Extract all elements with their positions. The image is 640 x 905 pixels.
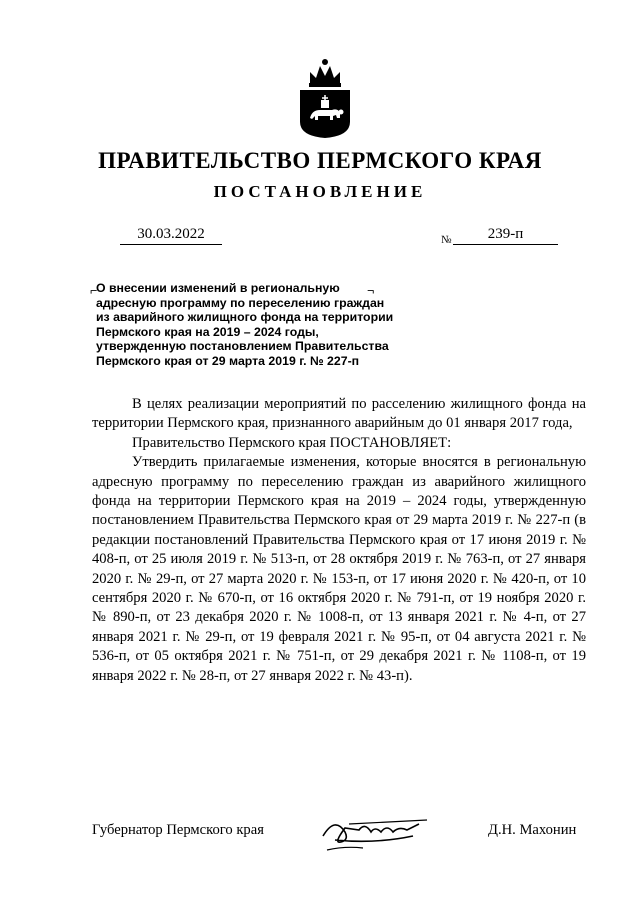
government-title: ПРАВИТЕЛЬСТВО ПЕРМСКОГО КРАЯ	[98, 148, 542, 173]
document-subject	[96, 281, 396, 369]
document-type: ПОСТАНОВЛЕНИЕ	[213, 182, 427, 201]
subject-line: адресную программу по переселению граждан	[96, 295, 385, 310]
subject-line: О внесении изменений в региональную	[96, 281, 340, 295]
number-label: №	[441, 234, 452, 246]
body-paragraph: Правительство Пермского края ПОСТАНОВЛЯЕТ:	[132, 434, 452, 451]
signatory-name: Д.Н. Махонин	[488, 822, 577, 838]
document-body	[92, 395, 586, 686]
handwritten-signature	[315, 806, 435, 858]
document-number: 239-п	[453, 226, 558, 245]
subject-line: Пермского края от 29 марта 2019 г. № 227-п	[96, 353, 360, 368]
subject-bracket-right: ¬	[367, 283, 375, 298]
subject-line: Пермского края на 2019 – 2024 годы,	[96, 324, 319, 339]
subject-bracket-left: ⌐	[90, 283, 98, 298]
subject-line: утвержденную постановлением Правительства	[96, 339, 389, 354]
coat-of-arms-icon	[296, 56, 354, 140]
body-paragraph: Утвердить прилагаемые изменения, которые вносятся в региональную адресную программу по переселению граждан из аварийного жилищного фонда на территории Пермского края на 2019 – 2024 годы, утвержденную постановлением Правительства Пермского края от 29 марта 2019 г. № 227-п (в редакции постановлений Правительства Пермского края от 17 июня 2019 г. № 408-п, от 25 июля 2019 г. № 513-п, от 28 октября 2019 г. № 763-п, от 27 января 2020 г. № 29-п, от 27 марта 2020 г. № 153-п, от 17 июня 2020 г. № 420-п, от 10 сентября 2020 г. № 670-п, от 16 октября 2020 г. № 791-п, от 19 ноября 2020 г. № 890-п, от 23 декабря 2020 г. № 1008-п, от 13 января 2021 г. № 4-п, от 27 января 2021 г. № 29-п, от 19 февраля 2021 г. № 95-п, от 04 августа 2021 г. № 536-п, от 05 октября 2021 г. № 751-п, от 29 декабря 2021 г. № 1108-п, от 19 января 2022 г. № 28-п, от 27 января 2022 г. № 43-п).	[92, 454, 586, 684]
subject-line: из аварийного жилищного фонда на территории	[96, 310, 394, 325]
document-date: 30.03.2022	[120, 226, 222, 245]
body-paragraph: В целях реализации мероприятий по расселению жилищного фонда на территории Пермского края, признанного аварийным до 01 января 2017 года,	[92, 396, 586, 432]
signatory-position: Губернатор Пермского края	[92, 822, 264, 838]
